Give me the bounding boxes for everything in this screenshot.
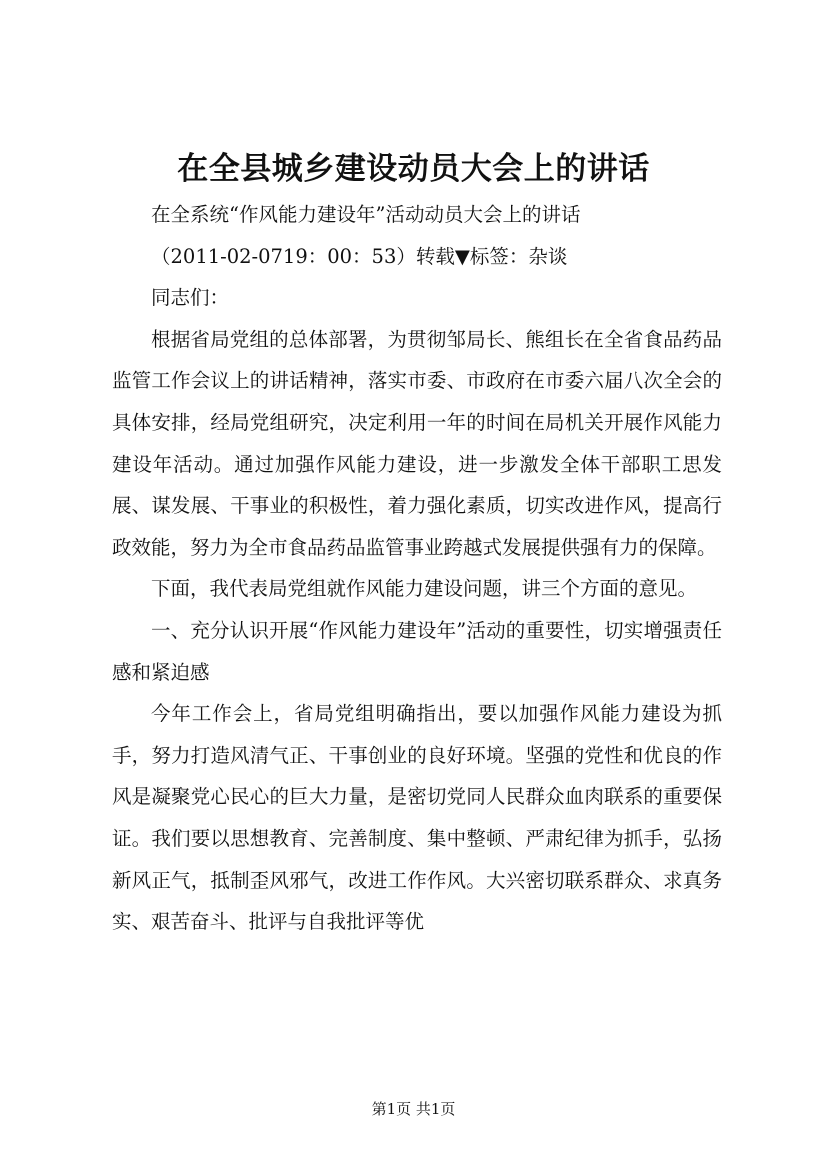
document-title: 在全县城乡建设动员大会上的讲话: [177, 151, 650, 187]
section-heading: 一、充分认识开展“作风能力建设年”活动的重要性，切实增强责任感和紧迫感: [112, 618, 722, 684]
paragraph: 根据省局党组的总体部署，为贯彻邹局长、熊组长在全省食品药品监管工作会议上的讲话精神，落实市委、市政府在市委六届八次全会的具体安排，经局党组研究，决定利用一年的时间在局机关开展作风能力建设年活动。通过加强作风能力建设，进一步激发全体干部职工思发展、谋发展、干事业的积极性，着力强化素质，切实改进作风，提高行政效能，努力为全市食品药品监管事业跨越式发展提供强有力的保障。: [112, 327, 722, 559]
document-body: [112, 194, 722, 943]
paragraph: 下面，我代表局党组就作风能力建设问题，讲三个方面的意见。: [151, 577, 698, 601]
page-footer: 第1页 共1页: [371, 1100, 456, 1118]
paragraph-salutation: 同志们：: [151, 286, 230, 310]
paragraph-meta: （2011-02-0719：00：53）转载▼标签：杂谈: [151, 244, 568, 268]
paragraph-subtitle: 在全系统“作风能力建设年”活动动员大会上的讲话: [151, 203, 581, 226]
paragraph: 今年工作会上，省局党组明确指出，要以加强作风能力建设为抓手，努力打造风清气正、干事创业的良好环境。坚强的党性和优良的作风是凝聚党心民心的巨大力量，是密切党同人民群众血肉联系的重要保证。我们要以思想教育、完善制度、集中整顿、严肃纪律为抓手，弘扬新风正气，抵制歪风邪气，改进工作作风。大兴密切联系群众、求真务实、艰苦奋斗、批评与自我批评等优: [112, 702, 722, 934]
